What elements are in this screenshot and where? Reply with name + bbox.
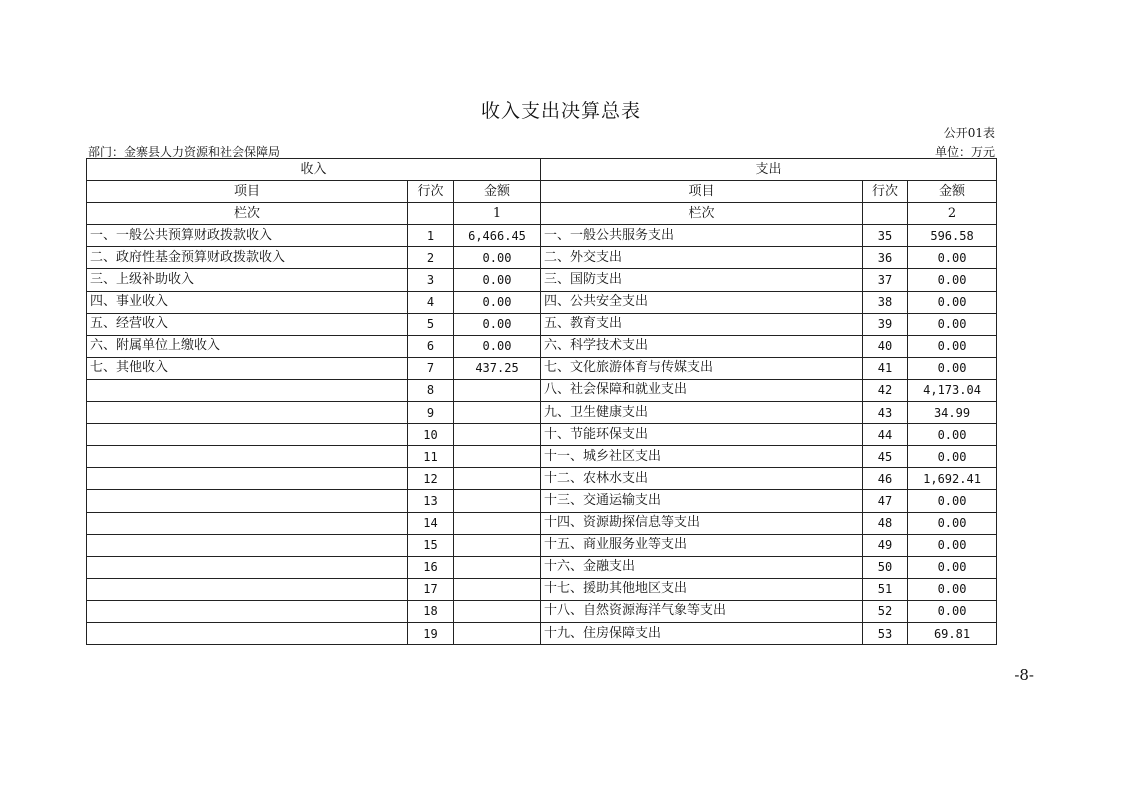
expense-item-cell: 十二、农林水支出 [541, 468, 863, 490]
expense-col-index: 2 [908, 203, 997, 225]
expense-item-cell: 十六、金融支出 [541, 556, 863, 578]
expense-row-no-cell: 41 [863, 357, 908, 379]
income-row-no-cell: 17 [408, 578, 454, 600]
income-item-cell: 七、其他收入 [87, 357, 408, 379]
income-row-no-cell: 11 [408, 446, 454, 468]
income-amount-cell [454, 379, 541, 401]
expense-col-label: 栏次 [541, 203, 863, 225]
column-header-row [87, 181, 997, 203]
expense-item-cell: 一、一般公共服务支出 [541, 225, 863, 247]
expense-amount-cell: 0.00 [908, 578, 997, 600]
expense-amount-cell: 0.00 [908, 600, 997, 622]
expense-amount-cell: 1,692.41 [908, 468, 997, 490]
expense-item-cell: 十九、住房保障支出 [541, 622, 863, 644]
table-row [87, 490, 997, 512]
income-section-header: 收入 [87, 159, 541, 181]
expense-amount-cell: 4,173.04 [908, 379, 997, 401]
income-row-no-cell: 3 [408, 269, 454, 291]
expense-item-cell: 十、节能环保支出 [541, 424, 863, 446]
unit-label: 单位：万元 [934, 145, 995, 159]
table-row [87, 578, 997, 600]
income-item-cell [87, 578, 408, 600]
income-amount-header: 金额 [454, 181, 541, 203]
table-row [87, 402, 997, 424]
expense-col-blank [863, 203, 908, 225]
expense-item-cell: 十三、交通运输支出 [541, 490, 863, 512]
expense-row-no-cell: 42 [863, 379, 908, 401]
income-amount-cell [454, 446, 541, 468]
income-amount-cell [454, 556, 541, 578]
expense-amount-cell: 0.00 [908, 335, 997, 357]
income-row-no-cell: 13 [408, 490, 454, 512]
expense-row-no-header: 行次 [863, 181, 908, 203]
expense-row-no-cell: 47 [863, 490, 908, 512]
table-row [87, 247, 997, 269]
table-row [87, 622, 997, 644]
table-row [87, 335, 997, 357]
expense-item-cell: 三、国防支出 [541, 269, 863, 291]
income-row-no-cell: 9 [408, 402, 454, 424]
expense-item-cell: 十一、城乡社区支出 [541, 446, 863, 468]
income-amount-cell [454, 402, 541, 424]
income-row-no-cell: 5 [408, 313, 454, 335]
department-label: 部门：金寨县人力资源和社会保障局 [88, 145, 281, 159]
expense-item-cell: 五、教育支出 [541, 313, 863, 335]
expense-row-no-cell: 37 [863, 269, 908, 291]
expense-amount-cell: 69.81 [908, 622, 997, 644]
table-row [87, 269, 997, 291]
income-row-no-cell: 7 [408, 357, 454, 379]
expense-amount-header: 金额 [908, 181, 997, 203]
expense-item-cell: 十八、自然资源海洋气象等支出 [541, 600, 863, 622]
page-title: 收入支出决算总表 [480, 100, 641, 122]
income-item-cell [87, 622, 408, 644]
income-item-cell [87, 446, 408, 468]
income-row-no-cell: 10 [408, 424, 454, 446]
expense-amount-cell: 0.00 [908, 446, 997, 468]
income-row-no-cell: 2 [408, 247, 454, 269]
expense-row-no-cell: 45 [863, 446, 908, 468]
income-item-cell [87, 512, 408, 534]
expense-row-no-cell: 48 [863, 512, 908, 534]
page-number: -8- [1014, 666, 1034, 684]
expense-amount-cell: 0.00 [908, 556, 997, 578]
income-amount-cell: 0.00 [454, 335, 541, 357]
income-row-no-cell: 18 [408, 600, 454, 622]
income-item-cell: 四、事业收入 [87, 291, 408, 313]
income-item-cell: 二、政府性基金预算财政拨款收入 [87, 247, 408, 269]
income-amount-cell [454, 600, 541, 622]
expense-row-no-cell: 52 [863, 600, 908, 622]
expense-section-header: 支出 [541, 159, 997, 181]
income-amount-cell: 0.00 [454, 313, 541, 335]
income-row-no-cell: 15 [408, 534, 454, 556]
income-row-no-cell: 1 [408, 225, 454, 247]
expense-row-no-cell: 46 [863, 468, 908, 490]
table-row [87, 534, 997, 556]
table-row [87, 446, 997, 468]
income-expense-table [86, 158, 997, 645]
income-amount-cell [454, 622, 541, 644]
expense-row-no-cell: 35 [863, 225, 908, 247]
expense-amount-cell: 0.00 [908, 313, 997, 335]
expense-row-no-cell: 36 [863, 247, 908, 269]
expense-row-no-cell: 53 [863, 622, 908, 644]
income-item-header: 项目 [87, 181, 408, 203]
income-item-cell [87, 534, 408, 556]
income-amount-cell [454, 490, 541, 512]
income-item-cell [87, 424, 408, 446]
table-row [87, 357, 997, 379]
table-row [87, 291, 997, 313]
table-row [87, 512, 997, 534]
income-item-cell [87, 556, 408, 578]
column-index-row [87, 203, 997, 225]
table-row [87, 313, 997, 335]
table-body [87, 225, 997, 645]
table-row [87, 225, 997, 247]
income-row-no-cell: 6 [408, 335, 454, 357]
income-row-no-cell: 16 [408, 556, 454, 578]
expense-row-no-cell: 43 [863, 402, 908, 424]
expense-row-no-cell: 44 [863, 424, 908, 446]
table-row [87, 379, 997, 401]
expense-amount-cell: 0.00 [908, 534, 997, 556]
expense-amount-cell: 34.99 [908, 402, 997, 424]
income-row-no-cell: 12 [408, 468, 454, 490]
income-row-no-cell: 14 [408, 512, 454, 534]
expense-amount-cell: 0.00 [908, 490, 997, 512]
income-amount-cell [454, 534, 541, 556]
expense-item-cell: 七、文化旅游体育与传媒支出 [541, 357, 863, 379]
income-row-no-cell: 8 [408, 379, 454, 401]
section-header-row [87, 159, 997, 181]
table-row [87, 556, 997, 578]
expense-row-no-cell: 50 [863, 556, 908, 578]
expense-item-cell: 二、外交支出 [541, 247, 863, 269]
income-row-no-cell: 19 [408, 622, 454, 644]
table-row [87, 424, 997, 446]
expense-amount-cell: 0.00 [908, 424, 997, 446]
income-item-cell: 五、经营收入 [87, 313, 408, 335]
income-amount-cell [454, 424, 541, 446]
income-item-cell: 六、附属单位上缴收入 [87, 335, 408, 357]
expense-row-no-cell: 38 [863, 291, 908, 313]
income-amount-cell [454, 578, 541, 600]
expense-amount-cell: 0.00 [908, 291, 997, 313]
income-item-cell [87, 468, 408, 490]
income-amount-cell [454, 468, 541, 490]
income-row-no-cell: 4 [408, 291, 454, 313]
income-amount-cell: 0.00 [454, 269, 541, 291]
income-item-cell: 一、一般公共预算财政拨款收入 [87, 225, 408, 247]
table-row [87, 600, 997, 622]
expense-amount-cell: 0.00 [908, 512, 997, 534]
income-col-label: 栏次 [87, 203, 408, 225]
expense-row-no-cell: 39 [863, 313, 908, 335]
income-amount-cell: 0.00 [454, 247, 541, 269]
form-number: 公开01表 [943, 126, 995, 140]
income-amount-cell: 6,466.45 [454, 225, 541, 247]
income-item-cell [87, 379, 408, 401]
expense-item-header: 项目 [541, 181, 863, 203]
expense-item-cell: 十四、资源勘探信息等支出 [541, 512, 863, 534]
income-item-cell [87, 490, 408, 512]
expense-row-no-cell: 51 [863, 578, 908, 600]
expense-item-cell: 十五、商业服务业等支出 [541, 534, 863, 556]
income-item-cell [87, 402, 408, 424]
expense-item-cell: 六、科学技术支出 [541, 335, 863, 357]
expense-item-cell: 八、社会保障和就业支出 [541, 379, 863, 401]
income-item-cell [87, 600, 408, 622]
expense-item-cell: 九、卫生健康支出 [541, 402, 863, 424]
income-row-no-header: 行次 [408, 181, 454, 203]
income-item-cell: 三、上级补助收入 [87, 269, 408, 291]
expense-amount-cell: 596.58 [908, 225, 997, 247]
income-amount-cell [454, 512, 541, 534]
expense-item-cell: 十七、援助其他地区支出 [541, 578, 863, 600]
expense-item-cell: 四、公共安全支出 [541, 291, 863, 313]
income-col-blank [408, 203, 454, 225]
income-amount-cell: 437.25 [454, 357, 541, 379]
expense-amount-cell: 0.00 [908, 357, 997, 379]
expense-row-no-cell: 40 [863, 335, 908, 357]
expense-amount-cell: 0.00 [908, 269, 997, 291]
table-row [87, 468, 997, 490]
income-amount-cell: 0.00 [454, 291, 541, 313]
income-col-index: 1 [454, 203, 541, 225]
expense-row-no-cell: 49 [863, 534, 908, 556]
expense-amount-cell: 0.00 [908, 247, 997, 269]
